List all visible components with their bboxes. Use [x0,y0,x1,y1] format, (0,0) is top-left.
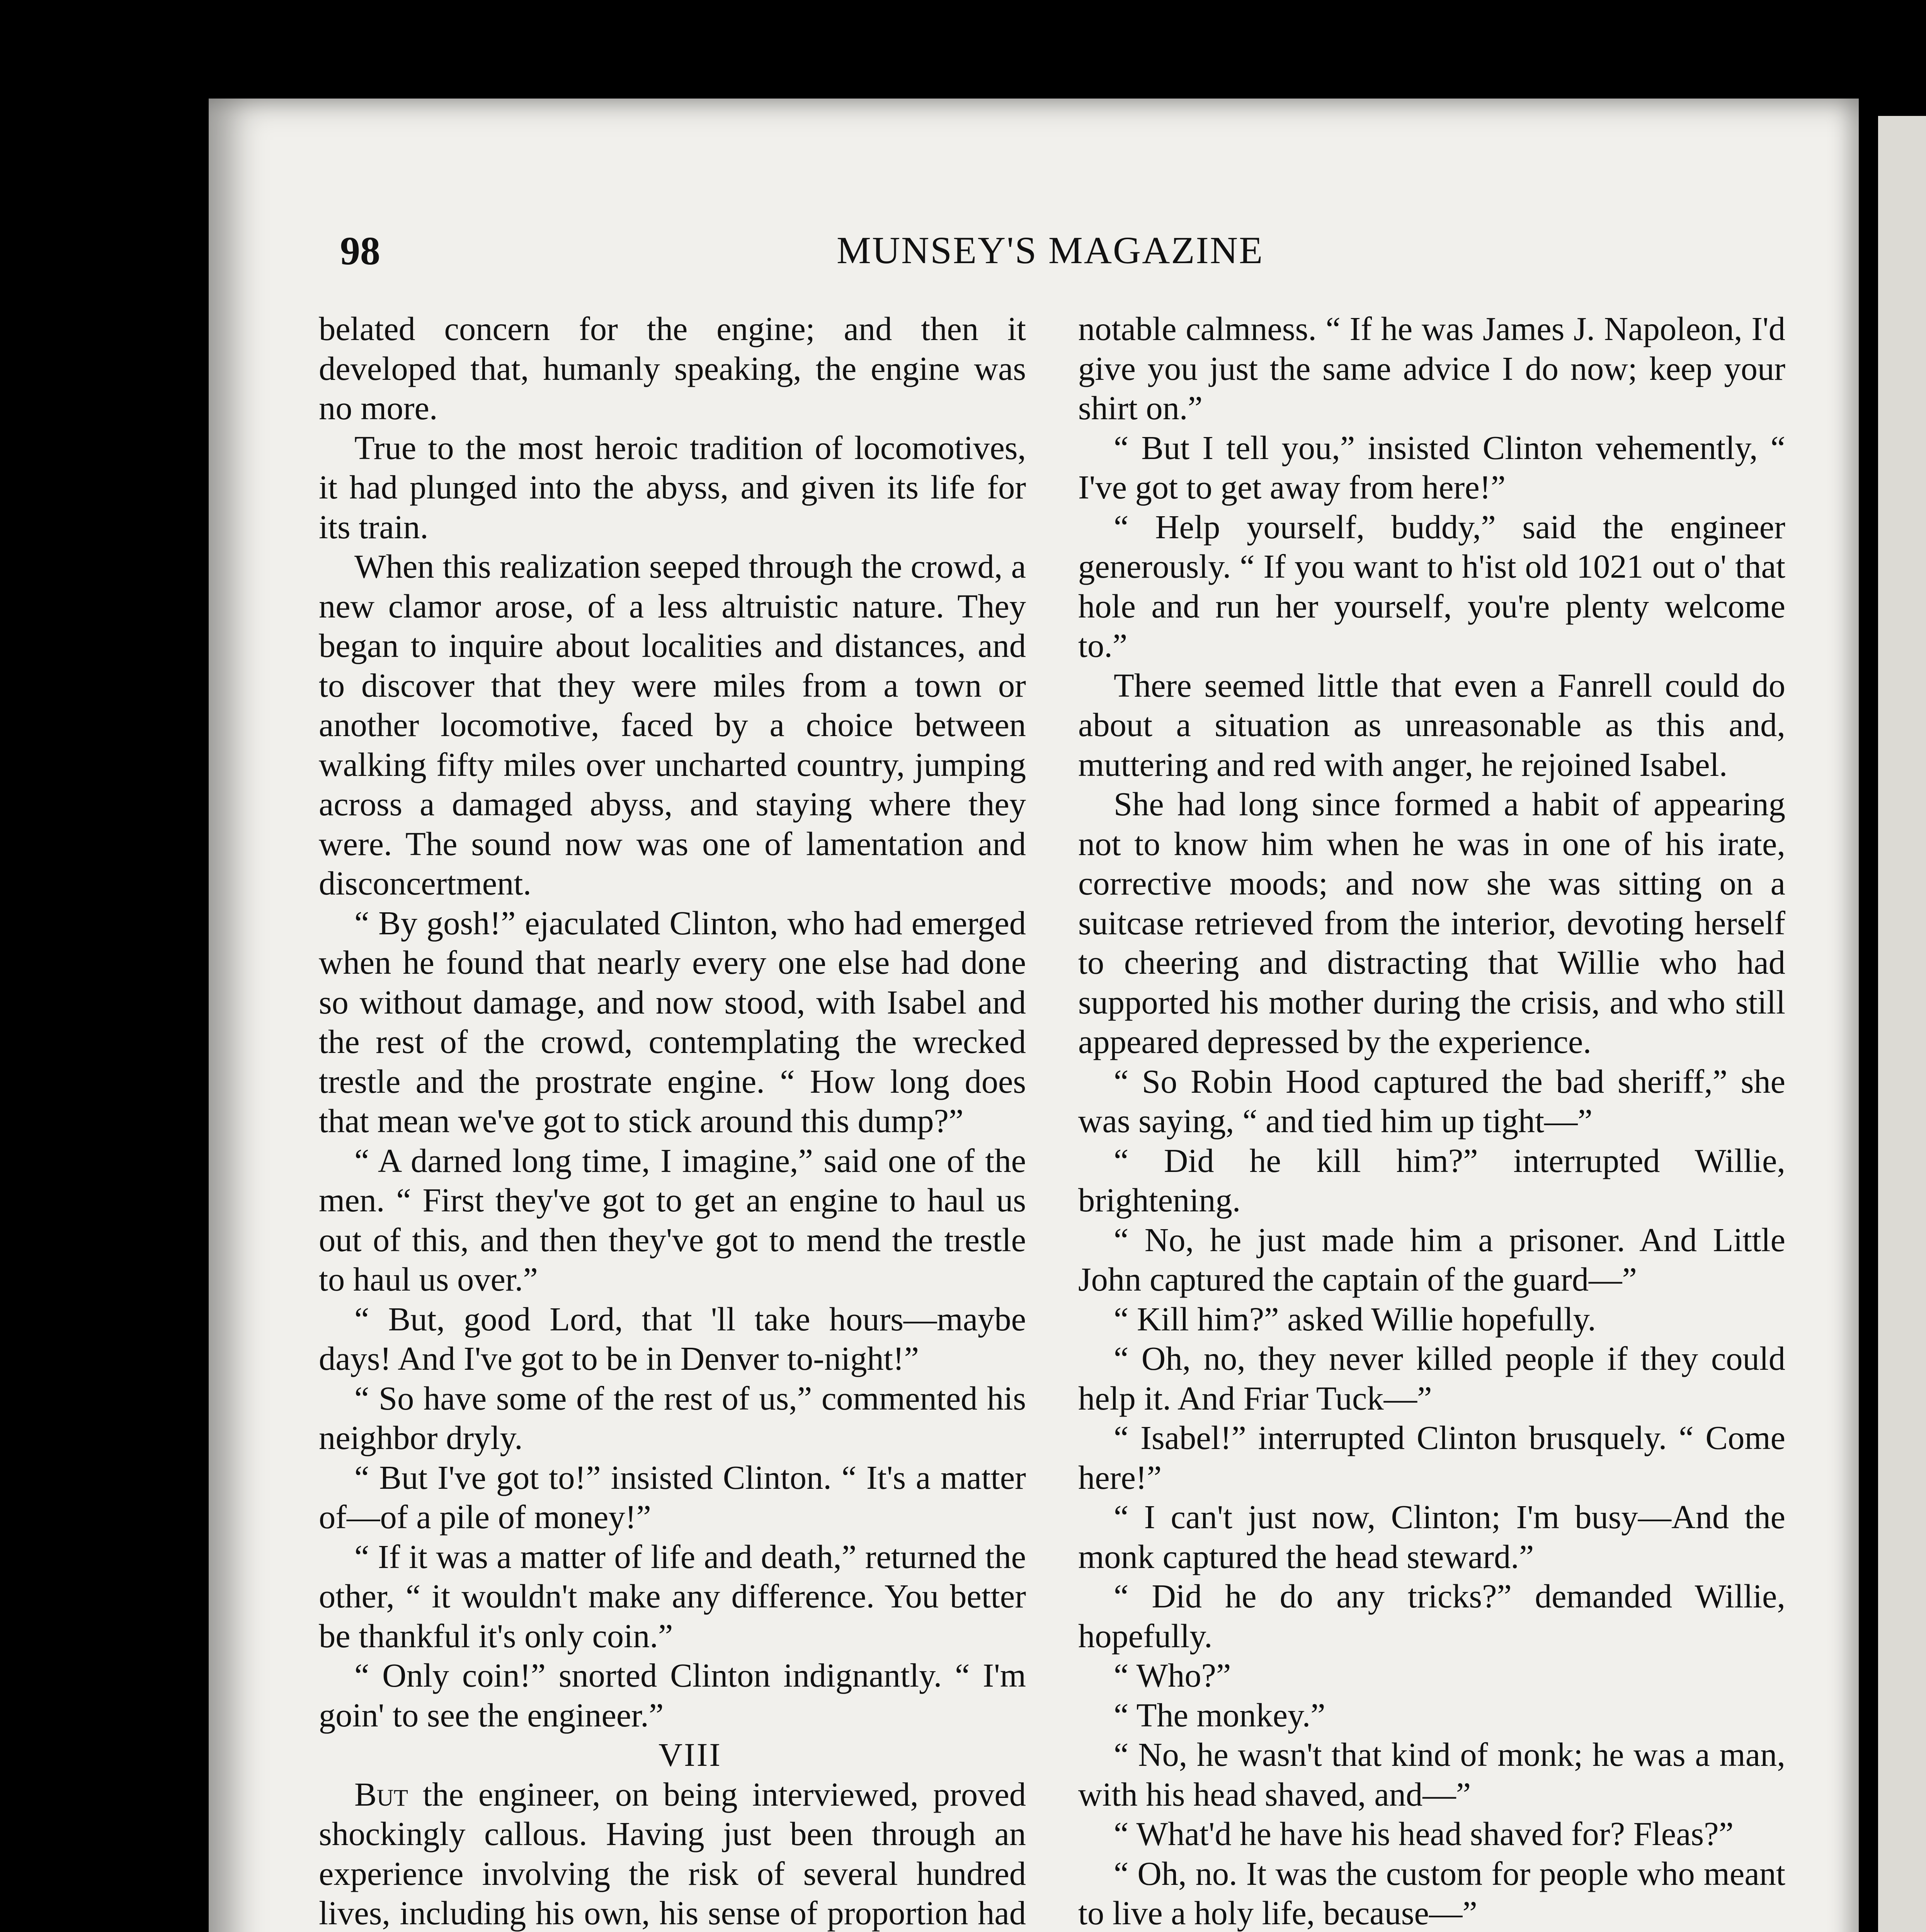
next-page-edge [1878,116,1926,1932]
paragraph: “ Who?” [1114,1657,1231,1694]
paragraph: notable calmness. “ If he was James J. Napoleon, I'd give you just the same advice I do now; keep your shirt on.” [1078,310,1785,427]
section-heading: VIII [658,1736,722,1773]
paragraph: “ Isabel!” interrupted Clinton brusquely. “ Come here!” [1078,1419,1785,1496]
paragraph: “ Did he do any tricks?” demanded Willie, hopefully. [1078,1578,1785,1655]
paragraph: belated concern for the engine; and then it developed that, humanly speaking, the engine was no more. [319,310,1026,427]
paragraph: “ Only coin!” snorted Clinton indignantly. “ I'm goin' to see the engineer.” [319,1657,1026,1734]
paragraph: “ Help yourself, buddy,” said the engineer generously. “ If you want to h'ist old 1021 out o' that hole and run her yourself, you're plenty welcome to.” [1078,508,1785,664]
paragraph: “ I can't just now, Clinton; I'm busy—And the monk captured the head steward.” [1078,1498,1785,1575]
paragraph: “ A darned long time, I imagine,” said one of the men. “ First they've got to get an engine to haul us out of this, and then they've got to mend the trestle to haul us over.” [319,1142,1026,1298]
paragraph: There seemed little that even a Fanrell could do about a situation as unreasonable as this and, muttering and red with anger, he rejoined Isabel. [1078,667,1785,783]
left-column [319,309,1026,1932]
paragraph: “ Oh, no, they never killed people if they could help it. And Friar Tuck—” [1078,1340,1785,1417]
paragraph: She had long since formed a habit of appearing not to know him when he was in one of his irate, corrective moods; and now she was sitting on a suitcase retrieved from the interior, devoting herself to cheering and distracting that Willie who had supported his mother during the crisis, and who still appeared depressed by the experience. [1078,786,1785,1060]
paragraph: “ So Robin Hood captured the bad sheriff,” she was saying, “ and tied him up tight—” [1078,1063,1785,1139]
paragraph: “ No, he wasn't that kind of monk; he was a man, with his head shaved, and—” [1078,1736,1785,1813]
paragraph: “ By gosh!” ejaculated Clinton, who had emerged when he found that nearly every one else had done so without damage, and now stood, with Isabel and the rest of the crowd, contemplating the wrecked trestle and the prostrate engine. “ How long does that mean we've got to stick around this dump?” [319,904,1026,1139]
paragraph: True to the most heroic tradition of locomotives, it had plunged into the abyss, and given its life for its train. [319,429,1026,546]
paragraph: “ But I've got to!” insisted Clinton. “ It's a matter of—of a pile of money!” [319,1459,1026,1536]
paragraph: “ What'd he have his head shaved for? Fleas?” [1114,1815,1734,1852]
paragraph: “ The monkey.” [1114,1696,1325,1734]
paragraph: “ But, good Lord, that 'll take hours—maybe days! And I've got to be in Denver to-night!” [319,1300,1026,1377]
paragraph: “ Kill him?” asked Willie hopefully. [1114,1300,1596,1338]
running-title: MUNSEY'S MAGAZINE [837,229,1264,272]
page-header [340,228,1306,278]
paragraph: When this realization seeped through the crowd, a new clamor arose, of a less altruistic nature. They began to inquire about localities and distances, and to discover that they were miles from a town or another locomotive, faced by a choice between walking fifty miles over uncharted country, jumping across a damaged abyss, and staying where they were. The sound now was one of lamentation and disconcertment. [319,548,1026,902]
section-first-paragraph [319,1775,1026,1932]
paragraph: “ Oh, no. It was the custom for people who meant to live a holy life, because—” [1078,1855,1785,1932]
page-number: 98 [340,229,380,273]
section-paragraph-text: the engineer, on being interviewed, proved shockingly callous. Having just been through an experience involving the risk of several hundred lives, including his own, his sense of proportion had [319,1776,1026,1932]
paragraph: “ If it was a matter of life and death,” returned the other, “ it wouldn't make any difference. You better be thankful it's only coin.” [319,1538,1026,1655]
paragraph: “ But I tell you,” insisted Clinton vehemently, “ I've got to get away from here!” [1078,429,1785,506]
section-lead-word: But [354,1776,408,1813]
paragraph: “ So have some of the rest of us,” commented his neighbor dryly. [319,1379,1026,1456]
paragraph: “ No, he just made him a prisoner. And Little John captured the captain of the guard—” [1078,1221,1785,1298]
paragraph: “ Did he kill him?” interrupted Willie, brightening. [1078,1142,1785,1219]
right-column [1078,309,1785,1932]
